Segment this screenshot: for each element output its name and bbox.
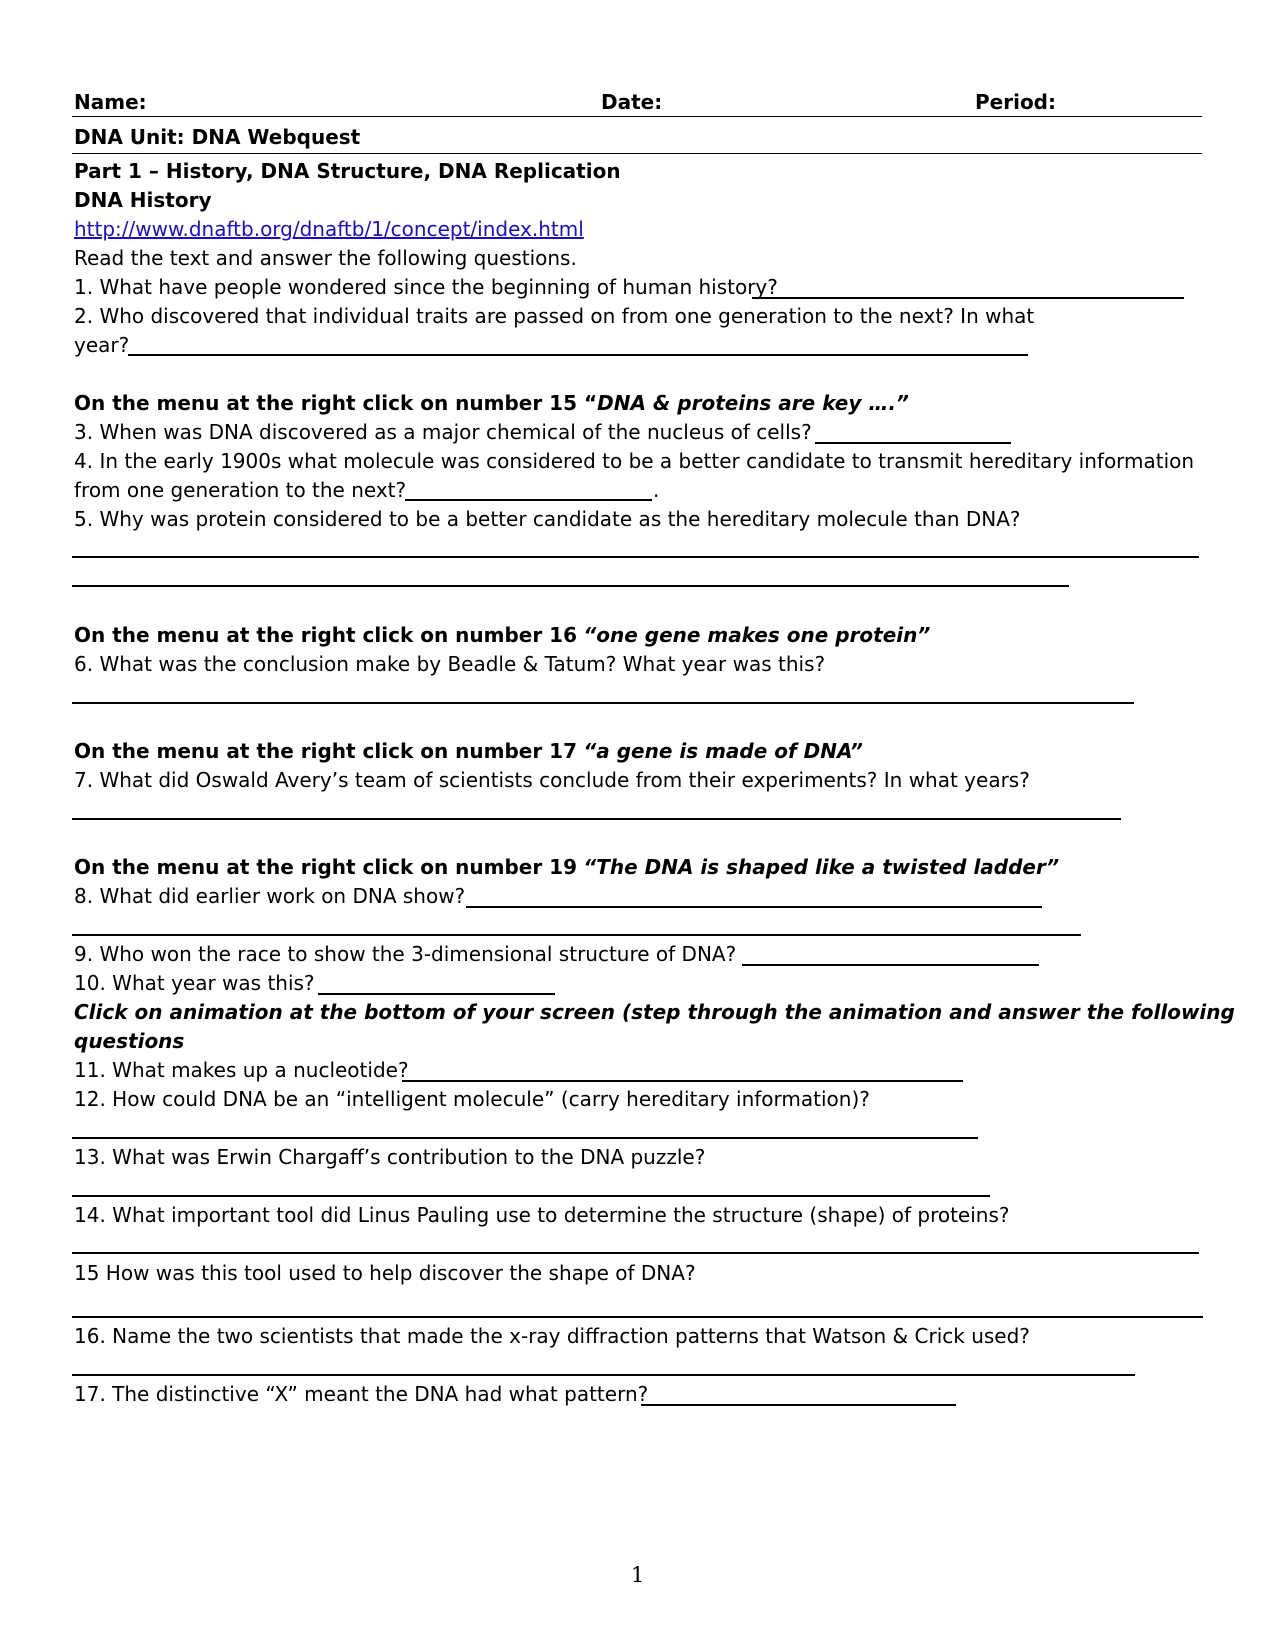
menu-17-instruction: On the menu at the right click on number 17 “a gene is made of DNA” [74,739,863,763]
question-6: 6. What was the conclusion make by Beadle & Tatum? What year was this? [74,652,826,676]
page-number: 1 [631,1563,645,1587]
answer-line-q11[interactable] [402,1080,963,1082]
answer-line-q14[interactable] [72,1252,1199,1254]
question-10: 10. What year was this? [74,971,315,995]
answer-line-q8-b[interactable] [72,934,1081,936]
question-9: 9. Who won the race to show the 3-dimensional structure of DNA? [74,942,737,966]
question-2-cont: year? [74,333,130,357]
answer-line-q5-a[interactable] [72,556,1199,558]
answer-line-q10[interactable] [318,993,555,995]
question-4-cont: from one generation to the next? [74,478,407,502]
title-rule [72,153,1202,154]
menu-19-instruction: On the menu at the right click on number 19 “The DNA is shaped like a twisted ladder” [74,855,1060,879]
question-11: 11. What makes up a nucleotide? [74,1058,409,1082]
question-8: 8. What did earlier work on DNA show? [74,884,466,908]
animation-instruction-cont: questions [74,1029,185,1053]
question-4-period: . [653,478,660,502]
menu-15-instruction: On the menu at the right click on number 15 “DNA & proteins are key ….” [74,391,909,415]
question-13: 13. What was Erwin Chargaff’s contribution to the DNA puzzle? [74,1145,706,1169]
answer-line-q4[interactable] [405,499,652,501]
answer-line-q8-a[interactable] [466,906,1042,908]
question-4: 4. In the early 1900s what molecule was considered to be a better candidate to transmit hereditary information [74,449,1195,473]
answer-line-q9[interactable] [742,964,1039,966]
answer-line-q17[interactable] [641,1404,956,1406]
question-17: 17. The distinctive “X” meant the DNA had what pattern? [74,1382,649,1406]
question-2: 2. Who discovered that individual traits are passed on from one generation to the next? In what [74,304,1035,328]
date-label: Date: [601,90,663,114]
header-rule [72,116,1202,117]
animation-instruction: Click on animation at the bottom of your screen (step through the animation and answer the following [74,1000,1235,1024]
answer-line-q13[interactable] [72,1195,990,1197]
answer-line-q3[interactable] [815,442,1011,444]
menu-16-instruction: On the menu at the right click on number 16 “one gene makes one protein” [74,623,931,647]
period-label: Period: [975,90,1056,114]
answer-line-q2[interactable] [128,354,1028,356]
page-title: DNA Unit: DNA Webquest [74,125,361,149]
dna-history-subheading: DNA History [74,188,212,212]
question-1: 1. What have people wondered since the beginning of human history? [74,275,778,299]
question-3: 3. When was DNA discovered as a major chemical of the nucleus of cells? [74,420,812,444]
instructions: Read the text and answer the following questions. [74,246,577,270]
answer-line-q1[interactable] [752,297,1184,299]
part1-heading: Part 1 – History, DNA Structure, DNA Replication [74,159,621,183]
answer-line-q15[interactable] [72,1316,1203,1318]
question-5: 5. Why was protein considered to be a better candidate as the hereditary molecule than DNA? [74,507,1021,531]
name-label: Name: [74,90,147,114]
answer-line-q12[interactable] [72,1137,978,1139]
question-14: 14. What important tool did Linus Pauling use to determine the structure (shape) of proteins? [74,1203,1010,1227]
answer-line-q6[interactable] [72,702,1134,704]
question-16: 16. Name the two scientists that made the x-ray diffraction patterns that Watson & Crick used? [74,1324,1030,1348]
answer-line-q5-b[interactable] [72,585,1069,587]
question-7: 7. What did Oswald Avery’s team of scientists conclude from their experiments? In what years? [74,768,1030,792]
question-12: 12. How could DNA be an “intelligent molecule” (carry hereditary information)? [74,1087,870,1111]
dnaftb-link[interactable]: http://www.dnaftb.org/dnaftb/1/concept/index.html [74,217,584,241]
answer-line-q7[interactable] [72,818,1121,820]
answer-line-q16[interactable] [72,1374,1135,1376]
question-15: 15 How was this tool used to help discover the shape of DNA? [74,1261,696,1285]
